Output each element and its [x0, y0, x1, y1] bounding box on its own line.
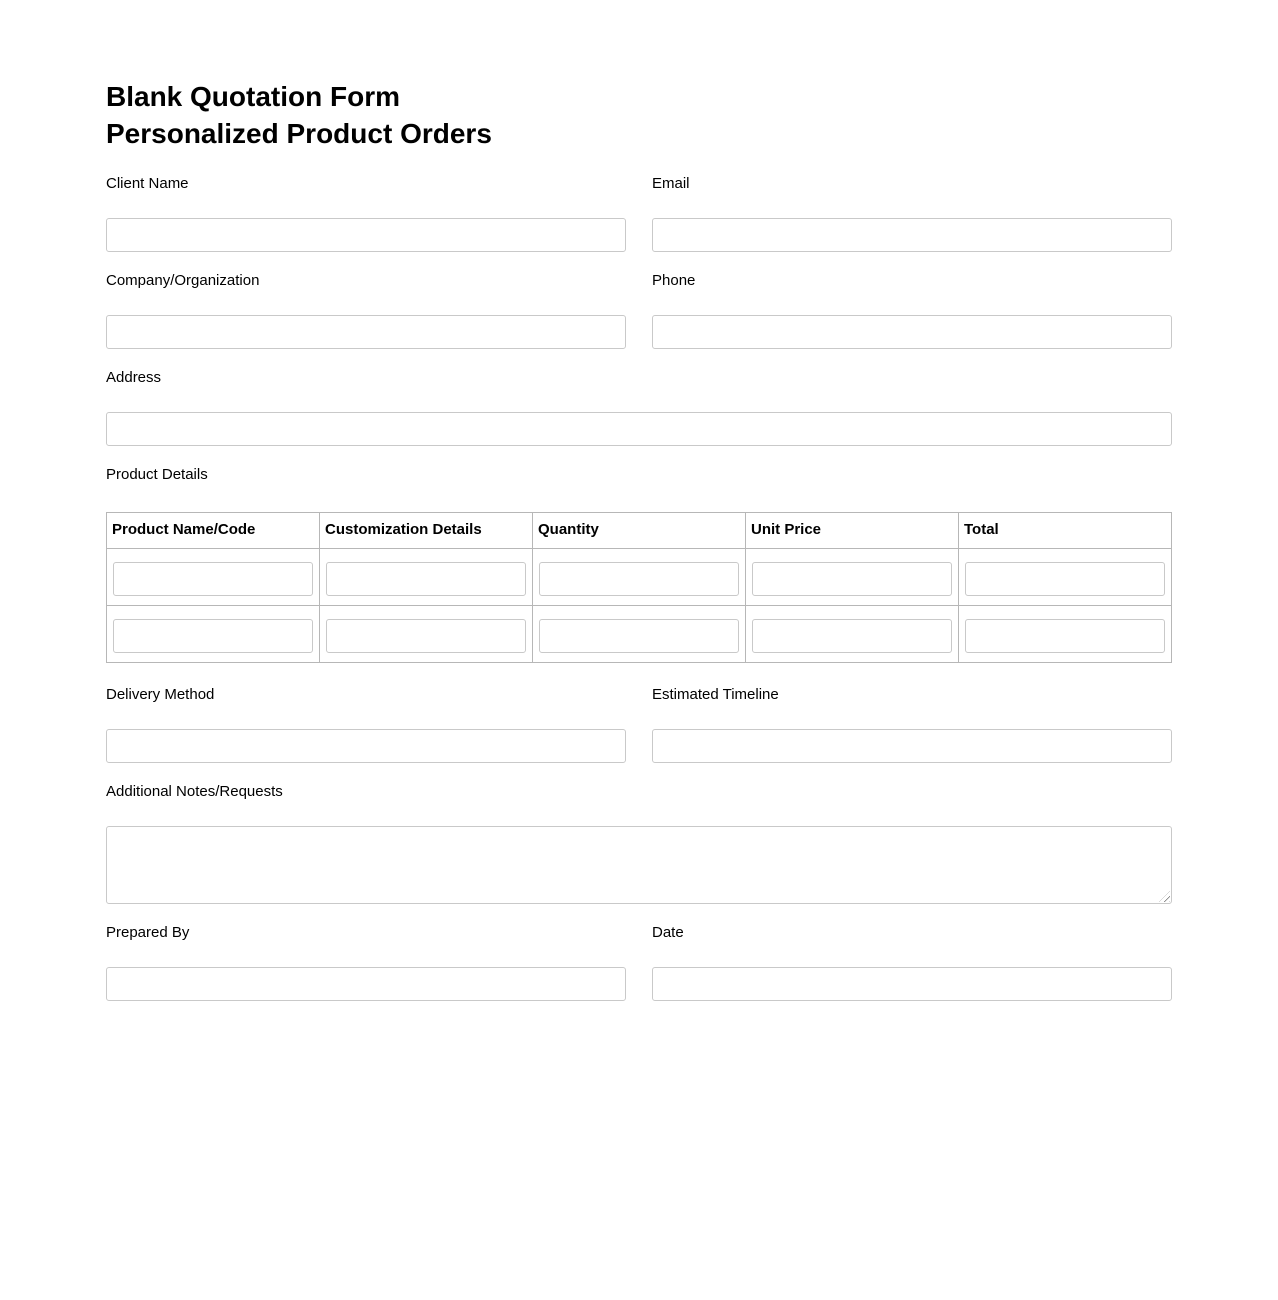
row2-quantity-input[interactable]	[539, 619, 739, 653]
prepared-by-input[interactable]	[106, 967, 626, 1001]
row1-unit-price-input[interactable]	[752, 562, 952, 596]
field-address	[106, 368, 1172, 446]
address-label: Address	[106, 369, 162, 386]
field-phone	[652, 271, 1172, 349]
client-name-input[interactable]	[106, 218, 626, 252]
notes-textarea[interactable]	[106, 826, 1172, 904]
row1-total-input[interactable]	[965, 562, 1165, 596]
product-details-section-label: Product Details	[106, 466, 208, 483]
address-input[interactable]	[106, 412, 1172, 446]
row-company-phone	[106, 271, 1172, 349]
product-row-2-customization-cell	[320, 606, 533, 663]
additional-notes-label: Additional Notes/Requests	[106, 783, 283, 800]
product-row-1-name-cell	[107, 549, 320, 606]
company-label: Company/Organization	[106, 272, 260, 289]
field-prepared-by	[106, 923, 626, 1001]
col-header-total: Total	[959, 513, 1172, 549]
row-delivery-timeline	[106, 685, 1172, 763]
row1-quantity-input[interactable]	[539, 562, 739, 596]
col-header-customization: Customization Details	[320, 513, 533, 549]
field-company	[106, 271, 626, 349]
field-email	[652, 174, 1172, 252]
product-table-header-row	[107, 513, 1172, 549]
product-row-2	[107, 606, 1172, 663]
col-header-quantity: Quantity	[533, 513, 746, 549]
product-details-table	[106, 512, 1172, 663]
row-client-email	[106, 174, 1172, 252]
col-header-unit-price: Unit Price	[746, 513, 959, 549]
product-row-2-unit-price-cell	[746, 606, 959, 663]
col-header-product-name: Product Name/Code	[107, 513, 320, 549]
date-label: Date	[652, 924, 684, 941]
phone-input[interactable]	[652, 315, 1172, 349]
field-estimated-timeline	[652, 685, 1172, 763]
prepared-by-label: Prepared By	[106, 924, 190, 941]
email-label: Email	[652, 175, 690, 192]
email-input[interactable]	[652, 218, 1172, 252]
page-title	[106, 78, 1172, 152]
estimated-timeline-input[interactable]	[652, 729, 1172, 763]
notes-textarea-wrap	[106, 826, 1172, 904]
field-client-name	[106, 174, 626, 252]
page-title-line1: Blank Quotation Form	[106, 81, 400, 112]
row2-customization-input[interactable]	[326, 619, 526, 653]
row1-customization-input[interactable]	[326, 562, 526, 596]
delivery-method-input[interactable]	[106, 729, 626, 763]
row2-unit-price-input[interactable]	[752, 619, 952, 653]
date-input[interactable]	[652, 967, 1172, 1001]
product-row-2-name-cell	[107, 606, 320, 663]
phone-label: Phone	[652, 272, 696, 289]
product-row-1-total-cell	[959, 549, 1172, 606]
product-row-2-total-cell	[959, 606, 1172, 663]
product-row-1-customization-cell	[320, 549, 533, 606]
client-name-label: Client Name	[106, 175, 189, 192]
product-row-1-quantity-cell	[533, 549, 746, 606]
row-prepared-date	[106, 923, 1172, 1001]
product-row-1	[107, 549, 1172, 606]
row2-product-name-input[interactable]	[113, 619, 313, 653]
product-row-2-quantity-cell	[533, 606, 746, 663]
field-delivery-method	[106, 685, 626, 763]
quotation-form	[106, 0, 1172, 1001]
row-address	[106, 368, 1172, 446]
row2-total-input[interactable]	[965, 619, 1165, 653]
field-date	[652, 923, 1172, 1001]
product-row-1-unit-price-cell	[746, 549, 959, 606]
page-title-line2: Personalized Product Orders	[106, 118, 492, 149]
row-notes	[106, 782, 1172, 904]
company-input[interactable]	[106, 315, 626, 349]
row1-product-name-input[interactable]	[113, 562, 313, 596]
field-additional-notes	[106, 782, 1172, 904]
estimated-timeline-label: Estimated Timeline	[652, 686, 779, 703]
delivery-method-label: Delivery Method	[106, 686, 215, 703]
